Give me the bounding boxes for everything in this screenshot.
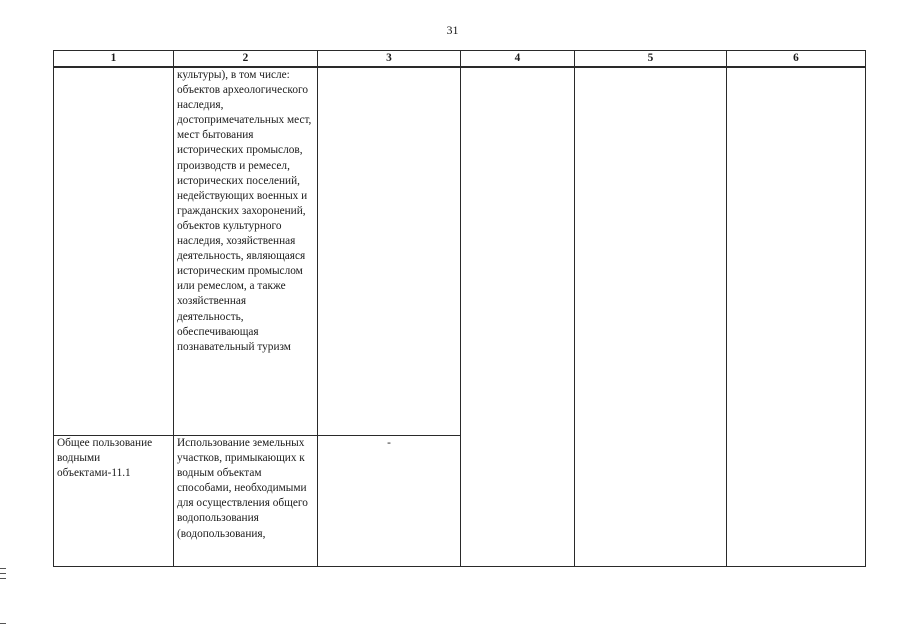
table-cell-col3: -: [318, 436, 461, 567]
table-cell-col5: [575, 67, 727, 567]
page-edge-dash: [0, 623, 6, 624]
column-header-5: 5: [575, 51, 727, 68]
table-cell-type-name: [54, 67, 174, 436]
page-edge-marks: [0, 568, 6, 583]
table-cell-col6: [727, 67, 866, 567]
table-row: [54, 67, 866, 436]
page-number: 31: [446, 23, 459, 37]
table-cell-description: культуры), в том числе: объектов археологического наследия, достопримечательных мест, мест бытования исторических промыслов, производств и ремесел, исторических поселений, недействующих военных и гражданских захоронений, объектов культурного наследия, хозяйственная деятельность, являющаяся историческим промыслом или ремеслом, а также хозяйственная деятельность, обеспечивающая познавательный туризм: [174, 67, 318, 436]
table-header-row: [54, 51, 866, 68]
column-header-6: 6: [727, 51, 866, 68]
table-cell-type-name: Общее пользование водными объектами-11.1: [54, 436, 174, 567]
table-cell-description: Использование земельных участков, примыкающих к водным объектам способами, необходимыми для осуществления общего водопользования (водопользования,: [174, 436, 318, 567]
document-table: [53, 50, 866, 567]
table-cell-col3: [318, 67, 461, 436]
column-header-3: 3: [318, 51, 461, 68]
column-header-2: 2: [174, 51, 318, 68]
table-cell-col4: [461, 67, 575, 567]
column-header-4: 4: [461, 51, 575, 68]
column-header-1: 1: [54, 51, 174, 68]
